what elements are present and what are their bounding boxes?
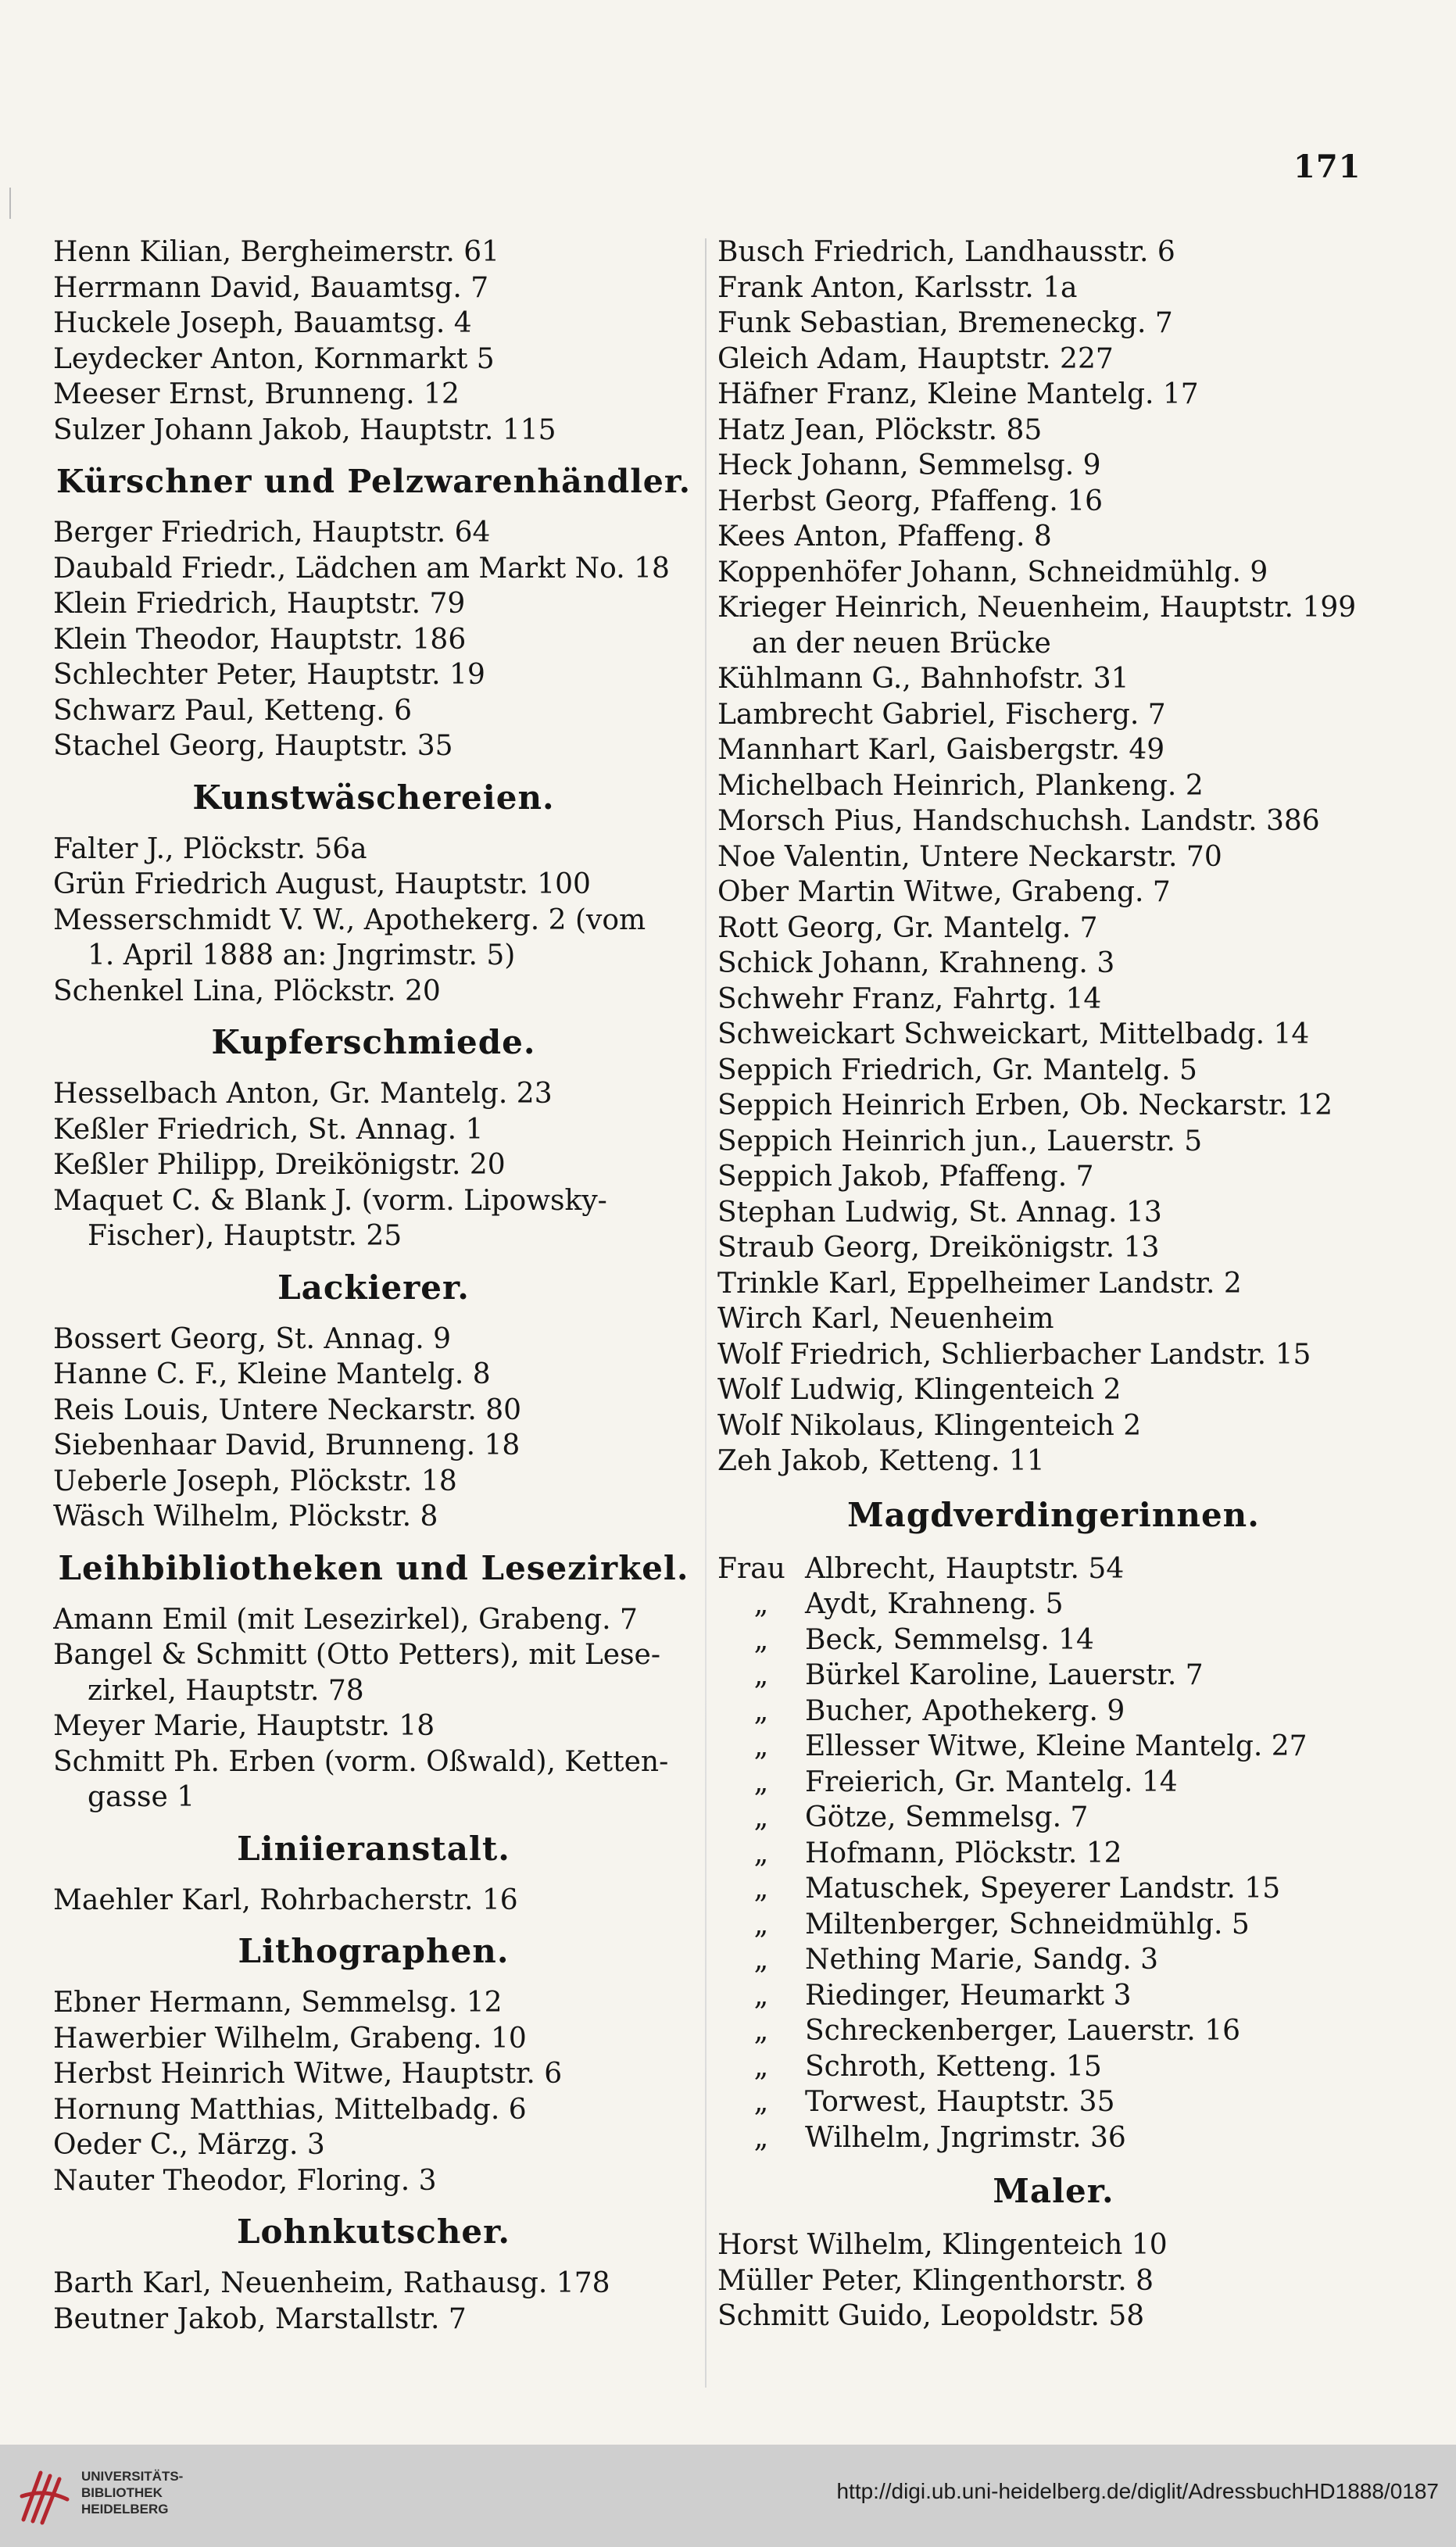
directory-entry: Berger Friedrich, Hauptstr. 64 [53, 517, 491, 549]
directory-entry: Wirch Karl, Neuenheim [717, 1303, 1054, 1335]
entry-continuation: zirkel, Hauptstr. 78 [88, 1674, 364, 1707]
entry-prefix: Frau [717, 1552, 785, 1585]
ditto-mark: „ [753, 1588, 769, 1620]
section-heading: Magdverdingerinnen. [847, 1495, 1260, 1534]
entry-text: Aydt, Krahneng. 5 [805, 1588, 1064, 1620]
directory-entry: Henn Kilian, Bergheimerstr. 61 [53, 236, 500, 268]
margin-mark [9, 188, 11, 219]
directory-entry: Meyer Marie, Hauptstr. 18 [53, 1710, 435, 1742]
directory-entry: Müller Peter, Klingenthorstr. 8 [717, 2264, 1154, 2297]
entry-continuation: gasse 1 [88, 1781, 195, 1813]
directory-entry [717, 1800, 1390, 1836]
directory-entry: Ueberle Joseph, Plöckstr. 18 [53, 1465, 457, 1497]
directory-entry: Meeser Ernst, Brunneng. 12 [53, 378, 460, 410]
university-library-logo-icon [17, 2465, 72, 2527]
ditto-mark: „ [753, 1873, 769, 1905]
ditto-mark: „ [753, 1908, 769, 1941]
section-heading: Kupferschmiede. [211, 1023, 536, 1061]
entry-text: Hofmann, Plöckstr. 12 [805, 1837, 1122, 1869]
directory-entry: Wolf Ludwig, Klingenteich 2 [717, 1374, 1122, 1406]
directory-entry: Reis Louis, Untere Neckarstr. 80 [53, 1393, 522, 1426]
directory-entry: Krieger Heinrich, Neuenheim, Hauptstr. 199 [717, 592, 1357, 624]
directory-entry: Siebenhaar David, Brunneng. 18 [53, 1429, 521, 1461]
ditto-mark: „ [753, 1944, 769, 1976]
directory-entry: Stephan Ludwig, St. Annag. 13 [717, 1196, 1162, 1229]
entry-text: Matuschek, Speyerer Landstr. 15 [805, 1873, 1281, 1905]
directory-entry [717, 1836, 1390, 1872]
entry-continuation: an der neuen Brücke [752, 627, 1051, 660]
directory-entry: Straub Georg, Dreikönigstr. 13 [717, 1232, 1160, 1264]
entry-text: Torwest, Hauptstr. 35 [805, 2086, 1115, 2118]
directory-entry: Hornung Matthias, Mittelbadg. 6 [53, 2093, 527, 2126]
directory-entry: Hatz Jean, Plöckstr. 85 [717, 413, 1043, 446]
entry-text: Schreckenberger, Lauerstr. 16 [805, 2015, 1240, 2047]
entry-text: Schroth, Ketteng. 15 [805, 2050, 1102, 2083]
directory-entry [717, 1765, 1390, 1801]
source-url-link[interactable]: http://digi.ub.uni-heidelberg.de/diglit/AdressbuchHD1888/0187 [836, 2479, 1439, 2503]
directory-entry: Seppich Heinrich jun., Lauerstr. 5 [717, 1125, 1203, 1157]
directory-entry: Funk Sebastian, Bremeneckg. 7 [717, 307, 1173, 339]
entry-text: Götze, Semmelsg. 7 [805, 1801, 1089, 1833]
directory-entry: Koppenhöfer Johann, Schneidmühlg. 9 [717, 556, 1268, 588]
directory-entry: Daubald Friedr., Lädchen am Markt No. 18 [53, 552, 670, 585]
directory-entry: Mannhart Karl, Gaisbergstr. 49 [717, 734, 1165, 766]
ditto-mark: „ [753, 1765, 769, 1798]
logo-line: BIBLIOTHEK [81, 2485, 163, 2500]
directory-entry: Häfner Franz, Kleine Mantelg. 17 [717, 378, 1199, 410]
directory-entry: Klein Friedrich, Hauptstr. 79 [53, 588, 466, 620]
ditto-mark: „ [753, 1623, 769, 1656]
directory-entry [717, 1587, 1390, 1622]
directory-entry [717, 2120, 1390, 2156]
directory-entry: Michelbach Heinrich, Plankeng. 2 [717, 769, 1204, 802]
directory-entry: Hawerbier Wilhelm, Grabeng. 10 [53, 2022, 527, 2055]
ditto-mark: „ [753, 1837, 769, 1869]
directory-entry: Nauter Theodor, Floring. 3 [53, 2164, 437, 2197]
directory-entry: Morsch Pius, Handschuchsh. Landstr. 386 [717, 805, 1320, 837]
directory-entry [717, 1658, 1390, 1694]
right-column [717, 234, 1390, 2334]
directory-entry: Leydecker Anton, Kornmarkt 5 [53, 342, 495, 375]
directory-entry [717, 2049, 1390, 2085]
directory-entry: Schenkel Lina, Plöckstr. 20 [53, 975, 441, 1007]
directory-entry: Heck Johann, Semmelsg. 9 [717, 449, 1101, 481]
directory-entry: Noe Valentin, Untere Neckarstr. 70 [717, 840, 1222, 873]
directory-entry: Grün Friedrich August, Hauptstr. 100 [53, 868, 591, 900]
directory-entry: Schlechter Peter, Hauptstr. 19 [53, 659, 485, 691]
ditto-mark: „ [753, 1694, 769, 1727]
directory-entry: Keßler Friedrich, St. Annag. 1 [53, 1113, 484, 1146]
directory-entry: Ober Martin Witwe, Grabeng. 7 [717, 876, 1171, 908]
directory-entry: Barth Karl, Neuenheim, Rathausg. 178 [53, 2267, 610, 2299]
directory-entry: Schmitt Guido, Leopoldstr. 58 [717, 2300, 1145, 2332]
directory-entry: Huckele Joseph, Bauamtsg. 4 [53, 307, 472, 339]
directory-entry: Busch Friedrich, Landhausstr. 6 [717, 236, 1175, 268]
directory-entry: Maehler Karl, Rohrbacherstr. 16 [53, 1883, 518, 1916]
directory-entry: Schwehr Franz, Fahrtg. 14 [717, 982, 1102, 1015]
directory-entry [717, 1622, 1390, 1658]
directory-entry: Bossert Georg, St. Annag. 9 [53, 1322, 452, 1355]
directory-entry: Herrmann David, Bauamtsg. 7 [53, 271, 489, 304]
directory-entry: Rott Georg, Gr. Mantelg. 7 [717, 911, 1098, 944]
directory-entry [717, 1694, 1390, 1730]
directory-entry: Trinkle Karl, Eppelheimer Landstr. 2 [717, 1267, 1242, 1300]
ditto-mark: „ [753, 1801, 769, 1833]
ditto-mark: „ [753, 1659, 769, 1691]
left-column [53, 234, 694, 2337]
entry-text: Miltenberger, Schneidmühlg. 5 [805, 1908, 1250, 1941]
entry-text: Wilhelm, Jngrimstr. 36 [805, 2121, 1126, 2154]
directory-entry: Ebner Hermann, Semmelsg. 12 [53, 1987, 503, 2019]
directory-entry: Schwarz Paul, Ketteng. 6 [53, 694, 413, 727]
directory-entry: Seppich Jakob, Pfaffeng. 7 [717, 1161, 1094, 1193]
directory-entry: Schmitt Ph. Erben (vorm. Oßwald), Ketten- [53, 1745, 669, 1778]
directory-entry [717, 2013, 1390, 2049]
directory-entry [717, 2084, 1390, 2120]
ditto-mark: „ [753, 2121, 769, 2154]
entry-continuation: Fischer), Hauptstr. 25 [88, 1220, 402, 1252]
directory-entry: Herbst Georg, Pfaffeng. 16 [717, 485, 1104, 517]
directory-entry: Keßler Philipp, Dreikönigstr. 20 [53, 1149, 506, 1181]
ditto-mark: „ [753, 2015, 769, 2047]
directory-entry: Amann Emil (mit Lesezirkel), Grabeng. 7 [53, 1603, 638, 1636]
directory-entry: Stachel Georg, Hauptstr. 35 [53, 730, 453, 762]
directory-entry: Maquet C. & Blank J. (vorm. Lipowsky- [53, 1184, 607, 1217]
directory-entry: Frank Anton, Karlsstr. 1a [717, 271, 1078, 304]
directory-entry: Messerschmidt V. W., Apothekerg. 2 (vom [53, 903, 646, 936]
directory-entry: Bangel & Schmitt (Otto Petters), mit Lese- [53, 1639, 661, 1671]
section-heading: Liniieranstalt. [237, 1829, 510, 1868]
directory-entry: Seppich Friedrich, Gr. Mantelg. 5 [717, 1053, 1197, 1086]
section-heading: Leihbibliotheken und Lesezirkel. [58, 1548, 689, 1587]
section-heading: Lohnkutscher. [236, 2213, 511, 2251]
directory-entry: Schweickart Schweickart, Mittelbadg. 14 [717, 1018, 1310, 1050]
directory-entry: Wolf Nikolaus, Klingenteich 2 [717, 1409, 1142, 1442]
directory-entry: Seppich Heinrich Erben, Ob. Neckarstr. 12 [717, 1089, 1333, 1121]
directory-entry: Schick Johann, Krahneng. 3 [717, 947, 1115, 979]
entry-text: Bucher, Apothekerg. 9 [805, 1694, 1125, 1727]
directory-entry: Zeh Jakob, Ketteng. 11 [717, 1445, 1045, 1477]
entry-continuation: 1. April 1888 an: Jngrimstr. 5) [88, 939, 516, 971]
directory-entry [717, 1907, 1390, 1943]
directory-entry [717, 1942, 1390, 1978]
footer-bar [0, 2445, 1456, 2547]
ditto-mark: „ [753, 2050, 769, 2083]
entry-text: Bürkel Karoline, Lauerstr. 7 [805, 1659, 1204, 1691]
section-heading: Maler. [993, 2172, 1114, 2210]
logo-line: HEIDELBERG [81, 2502, 169, 2517]
directory-entry [717, 1871, 1390, 1907]
section-heading: Lackierer. [277, 1268, 470, 1307]
entry-text: Freierich, Gr. Mantelg. 14 [805, 1765, 1178, 1798]
logo-line: UNIVERSITÄTS- [81, 2469, 184, 2484]
directory-entry [717, 1551, 1390, 1587]
directory-entry: Kees Anton, Pfaffeng. 8 [717, 520, 1052, 553]
directory-entry: Gleich Adam, Hauptstr. 227 [717, 342, 1114, 375]
entry-text: Ellesser Witwe, Kleine Mantelg. 27 [805, 1730, 1308, 1762]
ditto-mark: „ [753, 1979, 769, 2012]
entry-text: Beck, Semmelsg. 14 [805, 1623, 1094, 1656]
section-heading: Kunstwäschereien. [192, 778, 555, 817]
directory-entry: Wäsch Wilhelm, Plöckstr. 8 [53, 1501, 438, 1533]
directory-entry: Klein Theodor, Hauptstr. 186 [53, 623, 467, 656]
directory-entry: Kühlmann G., Bahnhofstr. 31 [717, 663, 1129, 695]
ditto-mark: „ [753, 1730, 769, 1762]
ditto-mark: „ [753, 2086, 769, 2118]
directory-entry: Oeder C., Märzg. 3 [53, 2129, 325, 2161]
column-divider [705, 238, 707, 2388]
directory-entry [717, 1978, 1390, 2014]
directory-entry: Hesselbach Anton, Gr. Mantelg. 23 [53, 1078, 553, 1110]
directory-entry [717, 1729, 1390, 1765]
directory-entry: Herbst Heinrich Witwe, Hauptstr. 6 [53, 2058, 563, 2090]
section-heading: Lithographen. [238, 1932, 510, 1970]
library-logo-text [81, 2468, 183, 2517]
directory-entry: Wolf Friedrich, Schlierbacher Landstr. 15 [717, 1338, 1311, 1371]
entry-text: Albrecht, Hauptstr. 54 [805, 1552, 1125, 1585]
directory-entry: Lambrecht Gabriel, Fischerg. 7 [717, 698, 1166, 731]
directory-entry: Sulzer Johann Jakob, Hauptstr. 115 [53, 413, 556, 446]
section-heading: Kürschner und Pelzwarenhändler. [56, 463, 691, 500]
entry-text: Riedinger, Heumarkt 3 [805, 1979, 1132, 2012]
entry-text: Nething Marie, Sandg. 3 [805, 1944, 1159, 1976]
directory-entry: Beutner Jakob, Marstallstr. 7 [53, 2302, 467, 2335]
directory-entry: Falter J., Plöckstr. 56a [53, 832, 367, 865]
directory-entry: Horst Wilhelm, Klingenteich 10 [717, 2229, 1168, 2261]
directory-entry: Hanne C. F., Kleine Mantelg. 8 [53, 1358, 491, 1390]
page-number: 171 [1293, 148, 1361, 185]
